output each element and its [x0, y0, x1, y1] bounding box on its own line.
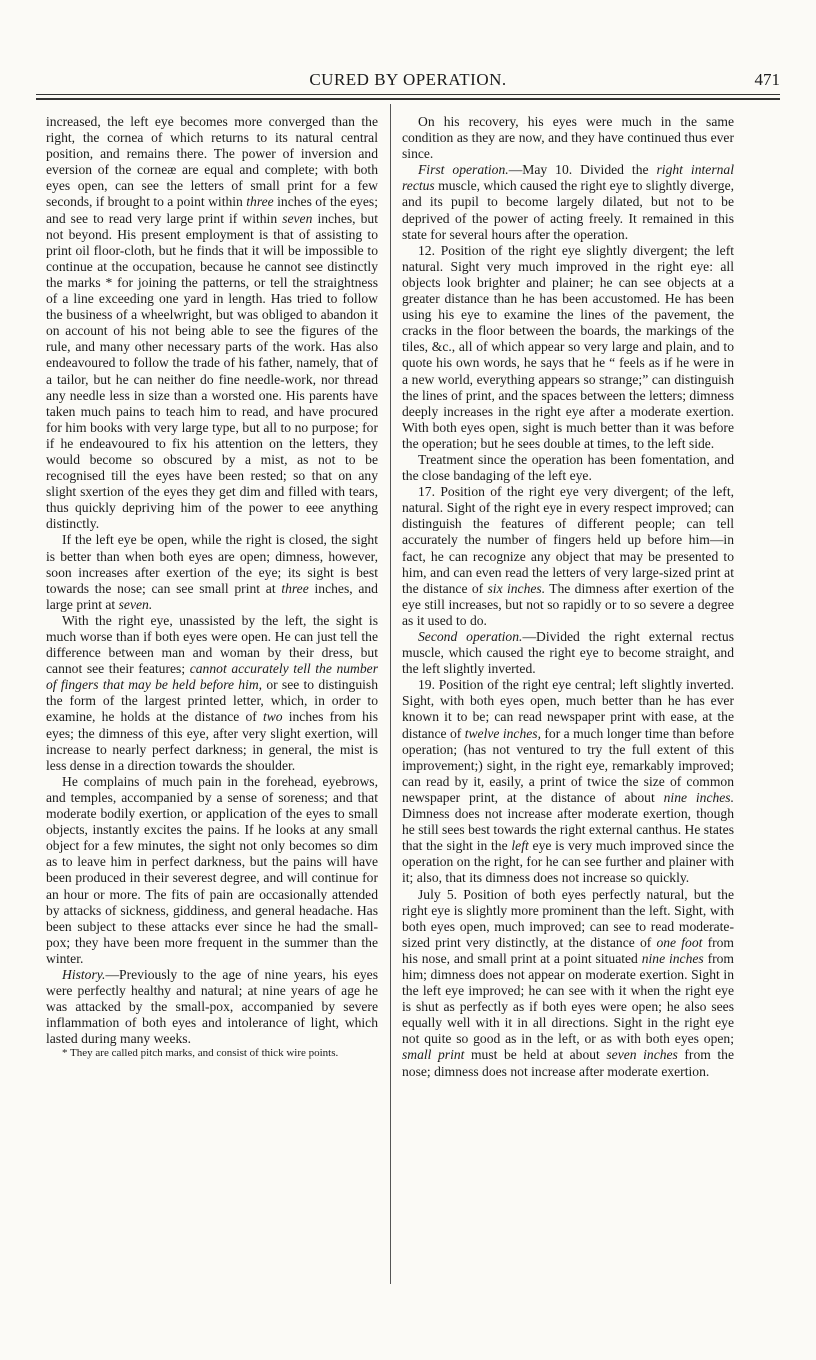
paragraph: First operation.—May 10. Divided the right internal rectus muscle, which caused the right eye to slightly diverge, and its pupil to become largely dilated, but not to be deprived of the power of acting freely. It remained in this state for several hours after the operation. — [402, 162, 734, 242]
column-divider — [390, 104, 391, 1284]
paragraph: increased, the left eye becomes more converged than the right, the cornea of which returns to its natural central position, and remains there. The power of inversion and eversion of the corneæ are equal and complete; with both eyes open, can see the letters of small print for a few seconds, if brought to a point within three inches of the eyes; and see to read very large print if within seven inches, but not beyond. His present employment is that of assisting to print oil floor-cloth, but he finds that it will be impossible to continue at the occupation, because he cannot see distinctly the marks * for joining the patterns, or tell the straightness of a line exceeding one yard in length. Has tried to follow the business of a wheelwright, but was obliged to abandon it on account of his not being able to see the figures of the rule, and many other necessary parts of the work. Has also endeavoured to follow the trade of his father, namely, that of a tailor, but he can neither do fine needle-work, nor thread any needle less in size than a worsted one. His parents have taken much pains to teach him to read, and have procured for him books with very large type, but all to no purpose; for if he endeavoured to fix his attention on the letters, they would become so obscured by a mist, as not to be recognised till the eyes have been rested; so that on any slight sxertion of the eyes they get dim and filled with tears, thus quickly depriving him of the power to eee anything distinctly. — [46, 114, 378, 532]
paragraph: 19. Position of the right eye central; left slightly inverted. Sight, with both eyes open, much better than he has ever known it to be; can read newspaper print with ease, at the distance of twelve inches, for a much longer time than before operation; (has not ventured to try the full extent of this improvement;) sight, in the right eye, remarkably improved; can read by it, easily, a print of twice the size of common newspaper print, at the distance of about nine inches. Dimness does not increase after moderate exertion, though he still sees best towards the right external canthus. He states that the sight in the left eye is very much improved since the operation on the right, for he can see further and plainer with it; also, that its dimness does not increase so quickly. — [402, 677, 735, 886]
running-title: CURED BY OPERATION. — [309, 70, 507, 89]
paragraph: If the left eye be open, while the right is closed, the sight is better than when both eyes are open; dimness, however, soon increases after exertion of the eye; its sight is best towards the nose; can see small print at three inches, and large print at seven. — [46, 532, 378, 612]
footnote: * They are called pitch marks, and consist of thick wire points. — [62, 1047, 339, 1060]
header-rule-thick — [36, 98, 780, 100]
left-column — [46, 114, 378, 1060]
right-column — [402, 114, 734, 1080]
page-number: 471 — [754, 70, 780, 89]
header-rule-thin — [36, 94, 780, 95]
paragraph: Second operation.—Divided the right external rectus muscle, which caused the right eye to become straight, and the left slightly inverted. — [402, 629, 734, 677]
paragraph: July 5. Position of both eyes perfectly natural, but the right eye is slightly more prominent than the left. Sight, with both eyes open, much improved; can see to read moderate-sized print very distinctly, at the distance of one foot from his nose, and small print at a point situated nine inches from him; dimness does not appear on moderate exertion. Sight in the left eye improved; he can see with it when the right eye is shut as perfectly as if both eyes were open; he also sees equally well with it in all directions. Sight in the right eye not quite so good as in the left, or as with both eyes open; small print must be held at about seven inches from the nose; dimness does not increase after moderate exertion. — [402, 886, 734, 1079]
paragraph: On his recovery, his eyes were much in the same condition as they are now, and they have continued thus ever since. — [402, 114, 734, 162]
paragraph: With the right eye, unassisted by the left, the sight is much worse than if both eyes were open. He can just tell the difference between man and woman by their dress, but cannot see their features; cannot accurately tell the number of fingers that may be held before him, or see to distinguish the form of the largest printed letter, which, in order to examine, he holds at the distance of two inches from his eyes; the dimness of this eye, after very slight exertion, will increase to nearly perfect darkness; in general, the mist is less dense in a direction towards the shoulder. — [46, 612, 379, 773]
paragraph: 12. Position of the right eye slightly divergent; the left natural. Sight very much improved in the right eye: all objects look brighter and plainer; he can see objects at a greater distance than he has been accustomed. He has been using his eye to examine the lines of the pavement, the cracks in the floor between the boards, the markings of the tiles, &c., all of which appear so very large and plain, and to quote his own words, he says that he “ feels as if he were in a new world, everything appears so strange;” can distinguish the lines of print, and the spaces between the letters; dimness deeply increases in the right eye after a moderate exertion. With both eyes open, sight is much better than it was before the operation; but he sees double at times, to the left side. — [402, 242, 734, 451]
paragraph: He complains of much pain in the forehead, eyebrows, and temples, accompanied by a sense of soreness; and that moderate bodily exertion, or application of the eyes to small objects, instantly excites the pains. If he looks at any small object for a few minutes, the sight not only becomes so dim as to leave him in perfect darkness, but the pains will have been produced in their severest degree, and will continue for an hour or more. The fits of pain are occasionally attended by attacks of sickness, giddiness, and general headache. Has been subject to these attacks ever since he had the small-pox; they have been more frequent in the summer than the winter. — [46, 773, 378, 966]
paragraph: 17. Position of the right eye very divergent; of the left, natural. Sight of the right eye in every respect improved; can distinguish the features of different people; can tell accurately the number of fingers held up before him—in fact, he can recognize any object that may be presented to him, and can even read the letters of very large-sized print at the distance of six inches. The dimness after exertion of the eye still increases, but not so rapidly or to so severe a degree as it used to do. — [402, 484, 734, 628]
paragraph: Treatment since the operation has been fomentation, and the close bandaging of the left eye. — [402, 451, 734, 484]
paragraph: History.—Previously to the age of nine years, his eyes were perfectly healthy and natural; at nine years of age he was attacked by the small-pox, accompanied by severe inflammation of both eyes and intolerance of light, which lasted during many weeks. — [46, 966, 378, 1047]
page-header — [36, 70, 780, 92]
